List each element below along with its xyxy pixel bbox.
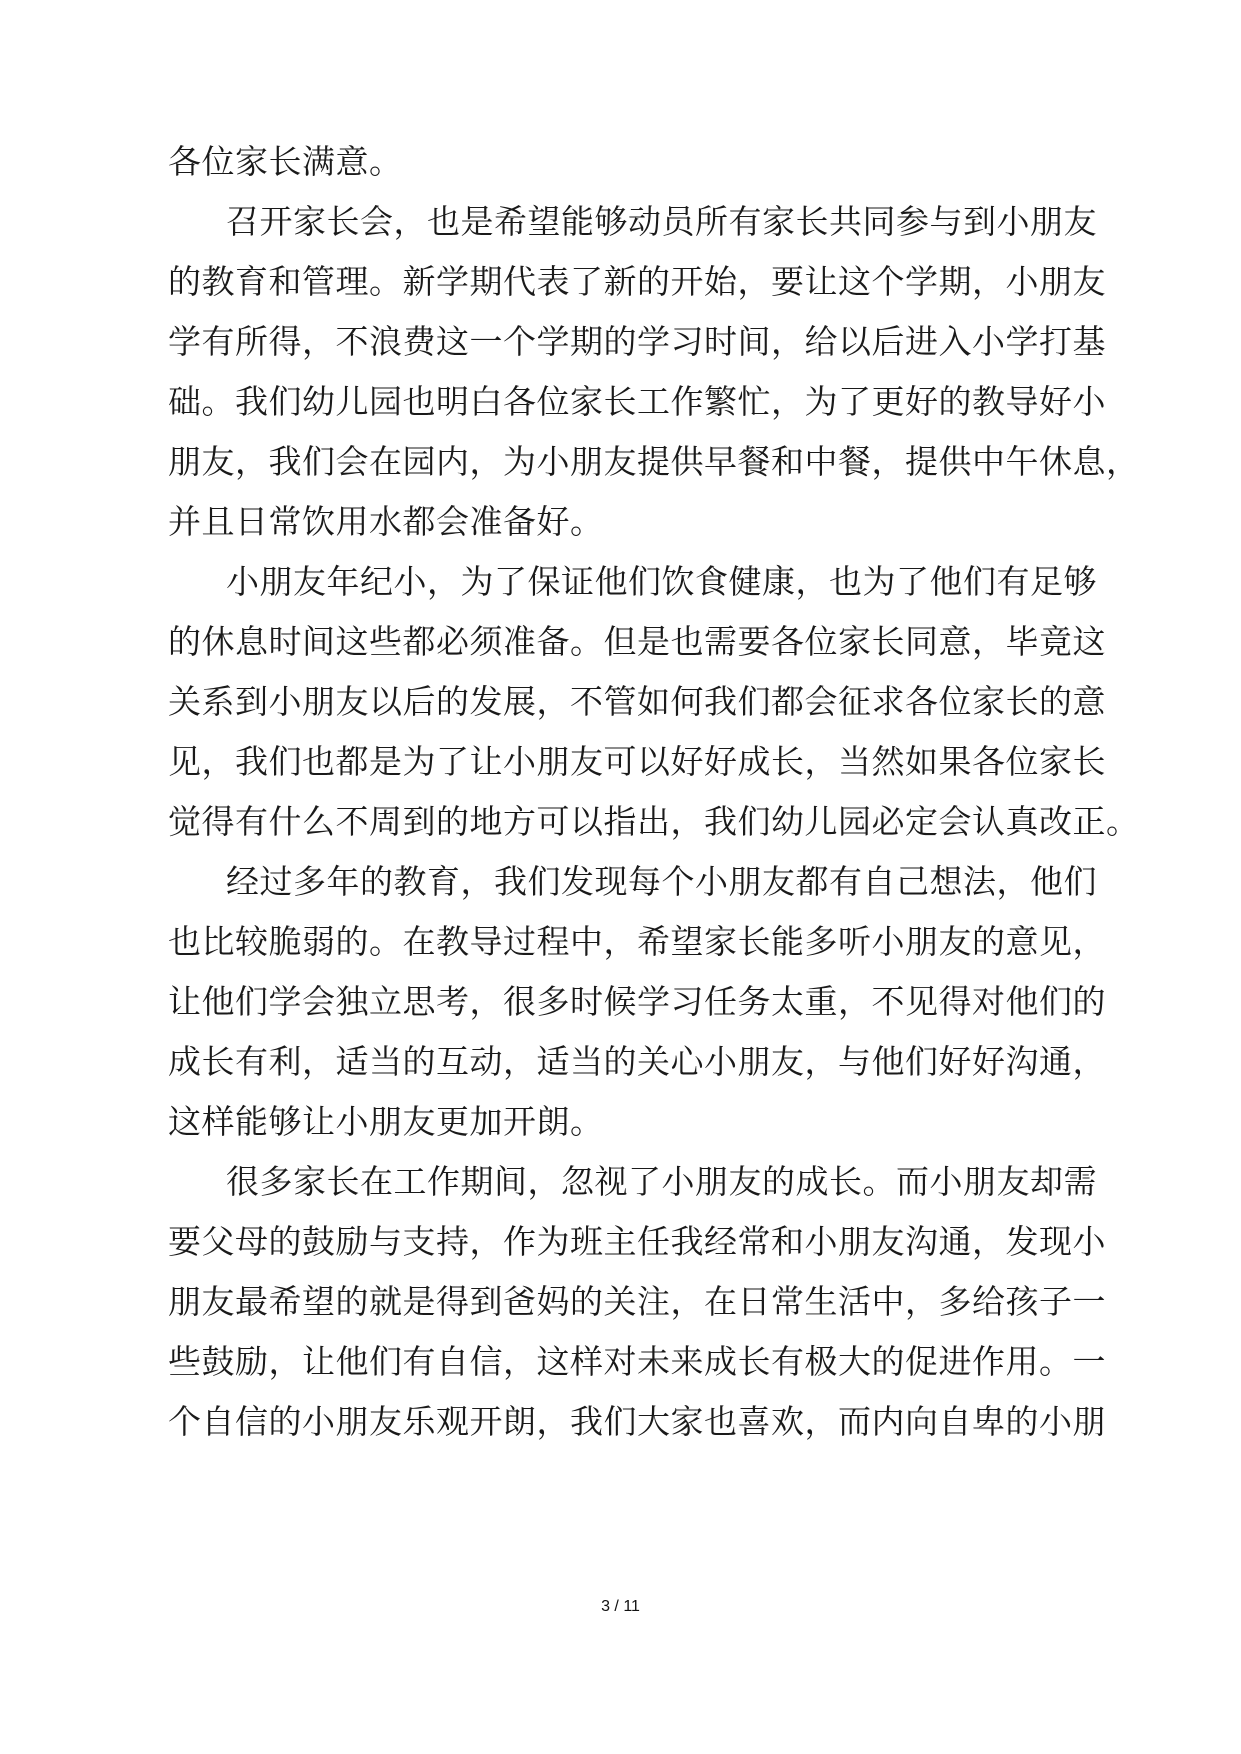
text-line: 朋友，我们会在园内，为小朋友提供早餐和中餐，提供中午休息， [168, 442, 1140, 481]
text-line: 些鼓励，让他们有自信，这样对未来成长有极大的促进作用。一 [168, 1342, 1106, 1381]
text-line: 让他们学会独立思考，很多时候学习任务太重，不见得对他们的 [168, 982, 1106, 1021]
text-line: 小朋友年纪小，为了保证他们饮食健康，也为了他们有足够 [226, 562, 1097, 601]
text-line: 础。我们幼儿园也明白各位家长工作繁忙，为了更好的教导好小 [168, 382, 1106, 421]
text-line: 朋友最希望的就是得到爸妈的关注，在日常生活中，多给孩子一 [168, 1282, 1106, 1321]
text-line: 的休息时间这些都必须准备。但是也需要各位家长同意，毕竟这 [168, 622, 1106, 661]
text-line: 经过多年的教育，我们发现每个小朋友都有自己想法，他们 [226, 862, 1097, 901]
text-line: 要父母的鼓励与支持，作为班主任我经常和小朋友沟通，发现小 [168, 1222, 1106, 1261]
text-line: 这样能够让小朋友更加开朗。 [168, 1102, 604, 1141]
text-line: 并且日常饮用水都会准备好。 [168, 502, 604, 541]
text-line: 各位家长满意。 [168, 142, 403, 181]
text-line: 召开家长会，也是希望能够动员所有家长共同参与到小朋友 [226, 202, 1097, 241]
text-line: 见，我们也都是为了让小朋友可以好好成长，当然如果各位家长 [168, 742, 1106, 781]
text-line: 很多家长在工作期间，忽视了小朋友的成长。而小朋友却需 [226, 1162, 1097, 1201]
text-line: 也比较脆弱的。在教导过程中，希望家长能多听小朋友的意见， [168, 922, 1106, 961]
page-number: 3 / 11 [601, 1598, 640, 1615]
text-line: 的教育和管理。新学期代表了新的开始，要让这个学期，小朋友 [168, 262, 1106, 301]
text-line: 个自信的小朋友乐观开朗，我们大家也喜欢，而内向自卑的小朋 [168, 1402, 1106, 1441]
text-line: 成长有利，适当的互动，适当的关心小朋友，与他们好好沟通， [168, 1042, 1106, 1081]
text-line: 关系到小朋友以后的发展，不管如何我们都会征求各位家长的意 [168, 682, 1106, 721]
text-line: 觉得有什么不周到的地方可以指出，我们幼儿园必定会认真改正。 [168, 802, 1140, 841]
text-line: 学有所得，不浪费这一个学期的学习时间，给以后进入小学打基 [168, 322, 1106, 361]
